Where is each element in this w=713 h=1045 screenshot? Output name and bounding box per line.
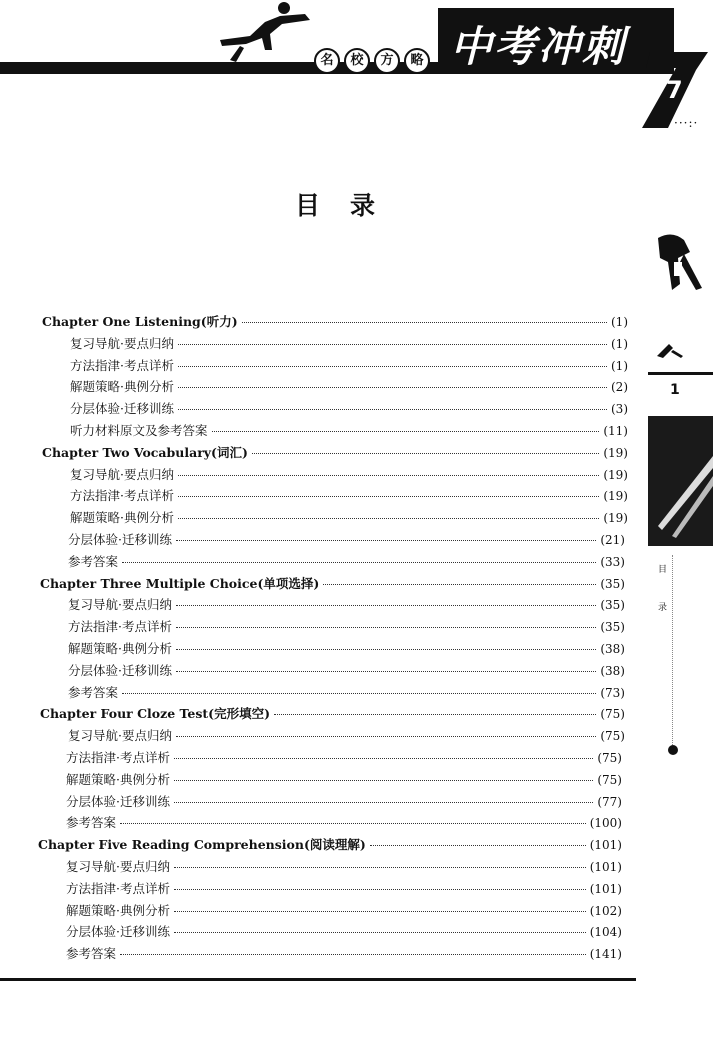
toc-leader-dots <box>178 475 599 476</box>
toc-entry-title: Chapter Four Cloze Test(完形填空) <box>40 706 270 722</box>
toc-section-row[interactable] <box>70 486 628 506</box>
toc-entry-title: 方法指津·考点详析 <box>70 357 174 373</box>
toc-entry-title: 分层体验·迁移训练 <box>66 924 170 940</box>
page-title: 目录 <box>294 191 405 220</box>
toc-entry-title: 参考答案 <box>68 684 119 700</box>
toc-leader-dots <box>120 823 586 824</box>
toc-leader-dots <box>176 736 596 737</box>
toc-leader-dots <box>178 344 607 345</box>
toc-section-row[interactable] <box>66 813 622 833</box>
toc-page-number: (101) <box>589 838 622 853</box>
toc-entry-title: 解题策略·典例分析 <box>66 771 170 787</box>
toc-leader-dots <box>178 387 607 388</box>
toc-page-number: (35) <box>600 620 625 635</box>
toc-page-number: (35) <box>600 598 625 613</box>
toc-page-number: (100) <box>589 816 622 831</box>
toc-section-row[interactable] <box>68 726 625 746</box>
toc-entry-title: 复习导航·要点归纳 <box>70 466 174 482</box>
toc-page-number: (75) <box>597 751 622 765</box>
toc-leader-dots <box>274 714 596 715</box>
toc-section-row[interactable] <box>70 421 628 441</box>
toc-leader-dots <box>212 431 600 432</box>
toc-entry-title: 解题策略·典例分析 <box>70 510 174 526</box>
toc-section-row[interactable] <box>66 922 622 942</box>
toc-entry-title: 分层体验·迁移训练 <box>68 532 172 547</box>
toc-leader-dots <box>178 518 599 519</box>
toc-section-row[interactable] <box>70 334 628 354</box>
toc-page-number: (38) <box>600 663 625 678</box>
toc-page-number: (33) <box>600 554 625 569</box>
toc-entry-title: 方法指津·考点详析 <box>70 488 174 504</box>
series-char-3: 方 <box>374 48 400 74</box>
toc-entry-title: 复习导航·要点归纳 <box>66 859 170 874</box>
toc-section-row[interactable] <box>68 595 625 615</box>
toc-section-row[interactable] <box>70 465 628 485</box>
toc-leader-dots <box>174 911 586 912</box>
toc-leader-dots <box>370 845 586 846</box>
toc-page-number: (75) <box>597 772 622 787</box>
toc-leader-dots <box>178 409 607 410</box>
toc-entry-title: 参考答案 <box>66 815 117 831</box>
toc-chapter-row[interactable] <box>42 443 628 463</box>
toc-leader-dots <box>252 453 599 454</box>
toc-section-row[interactable] <box>66 879 622 899</box>
toc-leader-dots <box>178 366 607 367</box>
toc-chapter-row[interactable] <box>42 312 628 332</box>
series-char-1: 名 <box>314 48 340 74</box>
toc-leader-dots <box>176 540 596 541</box>
toc-entry-title: Chapter Five Reading Comprehension(阅读理解) <box>38 837 366 853</box>
toc-section-row[interactable] <box>68 617 625 637</box>
toc-section-row[interactable] <box>68 683 625 703</box>
toc-chapter-row[interactable] <box>38 835 622 855</box>
toc-entry-title: 解题策略·典例分析 <box>70 379 174 395</box>
side-label-bottom: 录 <box>658 603 668 613</box>
toc-section-row[interactable] <box>66 901 622 921</box>
toc-entry-title: 方法指津·考点详析 <box>68 619 172 635</box>
toc-section-row[interactable] <box>70 356 628 376</box>
toc-section-row[interactable] <box>66 770 622 790</box>
toc-page-number: (141) <box>589 947 622 962</box>
series-char-4: 略 <box>404 48 430 74</box>
toc-entry-title: 分层体验·迁移训练 <box>66 793 170 809</box>
toc-page-number: (102) <box>589 903 622 918</box>
toc-leader-dots <box>174 802 593 803</box>
toc-page-number: (73) <box>600 685 625 700</box>
toc-entry-title: 解题策略·典例分析 <box>68 641 172 656</box>
series-char-2: 校 <box>344 48 370 74</box>
toc-section-row[interactable] <box>68 530 625 550</box>
toc-page-number: (1) <box>611 358 628 373</box>
toc-section-row[interactable] <box>68 639 625 659</box>
toc-page-number: (101) <box>589 881 622 896</box>
toc-entry-title: Chapter One Listening(听力) <box>42 314 238 329</box>
toc-page-number: (75) <box>600 729 625 744</box>
toc-section-row[interactable] <box>66 792 622 812</box>
toc-entry-title: 复习导航·要点归纳 <box>68 728 172 744</box>
toc-page-number: (19) <box>603 467 628 482</box>
toc-page-number: (75) <box>600 707 625 722</box>
toc-section-row[interactable] <box>66 944 622 964</box>
toc-entry-title: 分层体验·迁移训练 <box>70 401 174 417</box>
toc-page-number: (19) <box>603 445 628 460</box>
page-number: 1 <box>670 382 680 398</box>
toc-chapter-row[interactable] <box>40 704 625 724</box>
toc-leader-dots <box>176 649 596 650</box>
side-label-top: 目 <box>658 565 668 575</box>
toc-section-row[interactable] <box>70 399 628 419</box>
toc-leader-dots <box>323 584 596 585</box>
toc-leader-dots <box>242 322 607 323</box>
toc-chapter-row[interactable] <box>40 574 625 594</box>
toc-leader-dots <box>174 932 586 933</box>
toc-page-number: (38) <box>600 642 625 656</box>
toc-page-number: (1) <box>611 315 628 329</box>
toc-page-number: (3) <box>611 402 628 417</box>
toc-leader-dots <box>120 954 586 955</box>
toc-page-number: (104) <box>589 925 622 940</box>
toc-leader-dots <box>122 693 596 694</box>
toc-section-row[interactable] <box>68 552 625 572</box>
toc-section-row[interactable] <box>66 748 622 768</box>
toc-entry-title: 参考答案 <box>66 946 117 962</box>
toc-entry-title: 分层体验·迁移训练 <box>68 662 172 678</box>
toc-section-row[interactable] <box>70 508 628 528</box>
toc-leader-dots <box>174 758 593 759</box>
toc-entry-title: 解题策略·典例分析 <box>66 902 170 918</box>
toc-leader-dots <box>176 671 596 672</box>
bottom-rule <box>0 978 636 981</box>
toc-page-number: (21) <box>600 533 625 547</box>
toc-entry-title: 复习导航·要点归纳 <box>68 597 172 613</box>
toc-page-number: (1) <box>611 336 628 351</box>
toc-leader-dots <box>176 605 596 606</box>
toc-leader-dots <box>178 496 599 497</box>
toc-leader-dots <box>174 867 586 868</box>
toc-page-number: (35) <box>600 576 625 591</box>
toc-section-row[interactable] <box>68 661 625 681</box>
toc-page-number: (19) <box>603 489 628 504</box>
toc-entry-title: Chapter Three Multiple Choice(单项选择) <box>40 575 320 591</box>
toc-entry-title: 参考答案 <box>68 553 119 569</box>
toc-leader-dots <box>176 627 596 628</box>
toc-page-number: (101) <box>589 860 622 874</box>
toc-leader-dots <box>174 889 586 890</box>
toc-section-row[interactable] <box>66 857 622 877</box>
toc-leader-dots <box>122 562 596 563</box>
toc-entry-title: 听力材料原文及参考答案 <box>70 423 208 438</box>
toc-page-number: (19) <box>603 511 628 526</box>
toc-leader-dots <box>174 780 593 781</box>
toc-entry-title: 方法指津·考点详析 <box>66 750 170 765</box>
volume-number-text: 7 <box>666 76 683 104</box>
toc-section-row[interactable] <box>70 377 628 397</box>
brand-title: 中考冲刺 <box>450 22 627 71</box>
toc-page-number: (11) <box>603 424 628 438</box>
toc-entry-title: 复习导航·要点归纳 <box>70 335 174 351</box>
toc-entry-title: Chapter Two Vocabulary(词汇) <box>42 444 248 460</box>
toc-entry-title: 方法指津·考点详析 <box>66 880 170 896</box>
toc-page-number: (2) <box>611 380 628 395</box>
decor-dots: ···:· <box>674 116 699 130</box>
toc-page-number: (77) <box>597 794 622 809</box>
